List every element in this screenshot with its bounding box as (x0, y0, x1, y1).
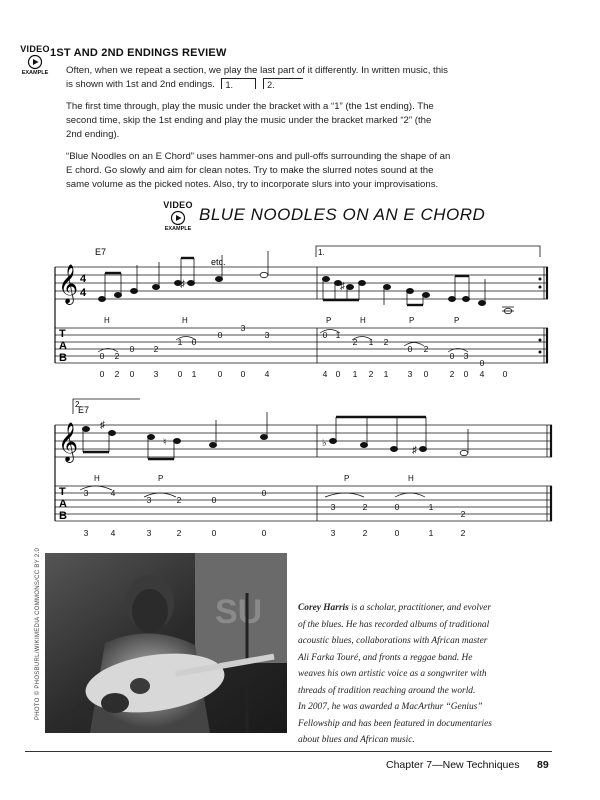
para3-line3: same volume as the picked notes. Also, try to incorporate slurs into your improvisations. (66, 179, 439, 190)
s1-count-7: 0 (240, 369, 246, 379)
tab-letter-t: T (59, 328, 66, 340)
s1-tab-1: 2 (114, 351, 120, 361)
caption-line-7: In 2007, he was awarded a MacArthur “Genius” (298, 702, 483, 712)
caption-line-4: Ali Farka Touré, and fronts a reggae band. He (298, 652, 473, 663)
s2-slur-1: P (158, 474, 164, 483)
treble-clef-1: 𝄞 (58, 265, 79, 303)
s2-count-9: 1 (428, 528, 434, 538)
tab-letter-b: B (59, 352, 67, 364)
s1-count-5: 1 (191, 369, 197, 379)
s2-tab-10: 2 (460, 509, 466, 519)
s1-count-13: 1 (383, 369, 389, 379)
piece-title: BLUE NOODLES ON AN E CHORD (199, 205, 486, 224)
chord-e7-1: E7 (95, 247, 107, 257)
s1-count-9: 4 (322, 369, 328, 379)
s2-tab-2: 3 (146, 495, 152, 505)
s1-count-16: 2 (449, 369, 455, 379)
s1-count-17: 0 (463, 369, 469, 379)
artist-caption (298, 600, 558, 749)
s2-count-1: 4 (110, 528, 116, 538)
s2-count-5: 0 (261, 528, 267, 538)
s1-tab-4: 1 (177, 337, 183, 347)
s2-count-6: 3 (330, 528, 336, 538)
s1-slur-0: H (104, 316, 110, 325)
ending2-bracket-label: 2. (267, 80, 275, 90)
s1-tab-9: 0 (322, 330, 328, 340)
s2-count-7: 2 (362, 528, 368, 538)
s1-tab-16: 0 (449, 351, 455, 361)
s2-tab-3: 2 (176, 495, 182, 505)
s1-tab-11: 2 (352, 337, 358, 347)
s2-slur-3: H (408, 474, 414, 483)
tab-letter-t2: T (59, 486, 66, 498)
s1-count-4: 0 (177, 369, 183, 379)
s1-slur-5: P (454, 316, 460, 325)
s1-slur-2: P (326, 316, 332, 325)
s2-count-2: 3 (146, 528, 152, 538)
video-label: VIDEO (20, 44, 50, 54)
artist-name: Corey Harris (298, 603, 349, 613)
para3-line1: “Blue Noodles on an E Chord” uses hammer-ons and pull-offs surrounding the shape of an (66, 151, 451, 162)
s1-slur-1: H (182, 316, 188, 325)
s1-tab-13: 2 (383, 337, 389, 347)
s1-tab-18: 0 (479, 358, 485, 368)
s2-tab-5: 0 (261, 488, 267, 498)
s1-tab-5: 0 (191, 337, 197, 347)
tab-letter-a2: A (59, 498, 67, 510)
treble-clef-2: 𝄞 (58, 423, 79, 461)
svg-text:♯: ♯ (100, 420, 105, 431)
tab-letter-b2: B (59, 510, 67, 522)
s2-count-8: 0 (394, 528, 400, 538)
caption-line-2: of the blues. He has recorded albums of traditional (298, 619, 490, 630)
caption-l1: is a scholar, practitioner, and evolver (348, 603, 491, 613)
s2-count-3: 2 (176, 528, 182, 538)
photo-banner-text: SU (215, 593, 263, 631)
tab-letter-a: A (59, 340, 67, 352)
s2-count-0: 3 (83, 528, 89, 538)
s1-tab-6: 0 (217, 330, 223, 340)
s2-tab-6: 3 (330, 502, 336, 512)
para2-line2: second time, skip the 1st ending and play the music under the bracket marked “2” (the (66, 115, 432, 126)
footer-rule (25, 751, 552, 752)
page-number: 89 (537, 759, 549, 771)
para2-line1: The first time through, play the music under the bracket with a “1” (the 1st ending). The (66, 101, 434, 112)
s1-count-0: 0 (99, 369, 105, 379)
s1-count-11: 1 (352, 369, 358, 379)
ending2-number: 2. (75, 400, 82, 409)
para3-line2: E chord. Go slowly and aim for clean notes. Try to make the slurred notes sound at the (66, 165, 434, 176)
s1-count-2: 0 (129, 369, 135, 379)
s1-slur-3: H (360, 316, 366, 325)
s1-count-1: 2 (114, 369, 120, 379)
s1-tab-7: 3 (240, 323, 246, 333)
caption-line-9: about blues and African music. (298, 735, 415, 745)
s1-tab-3: 2 (153, 344, 159, 354)
s2-tab-9: 1 (428, 502, 434, 512)
s1-tab-0: 0 (99, 351, 105, 361)
time-sig-top: 4 (80, 273, 87, 285)
section-title: 1ST AND 2ND ENDINGS REVIEW (50, 47, 227, 59)
s2-slur-0: H (94, 474, 100, 483)
etc-label: etc. (211, 257, 226, 267)
ending1-bracket-label: 1. (225, 80, 233, 90)
caption-line-5: weaves his own artistic voice as a songwriter with (298, 669, 487, 679)
caption-line-6: threads of tradition reaching around the world. (298, 685, 476, 696)
s1-count-6: 0 (217, 369, 223, 379)
s1-tab-2: 0 (129, 344, 135, 354)
piece-video-label: VIDEO (163, 200, 193, 210)
svg-text:♮: ♮ (163, 437, 167, 448)
s1-count-10: 0 (335, 369, 341, 379)
svg-text:♯: ♯ (340, 281, 345, 292)
s1-tab-12: 1 (368, 337, 374, 347)
s1-tab-14: 0 (407, 344, 413, 354)
caption-line-1 (298, 600, 558, 617)
para1-line1: Often, when we repeat a section, we play the last part of it differently. In written music, this (66, 65, 448, 76)
caption-line-8: Fellowship and has been featured in documentaries (298, 718, 492, 729)
s2-tab-1: 4 (110, 488, 116, 498)
s1-tab-8: 3 (264, 330, 270, 340)
ending1-number: 1. (318, 248, 325, 257)
s1-tab-15: 2 (423, 344, 429, 354)
chord-e7-2: E7 (78, 405, 90, 415)
s1-count-15: 0 (423, 369, 429, 379)
s2-tab-0: 3 (83, 488, 89, 498)
para1-line2-text: is shown with 1st and 2nd endings. (66, 79, 215, 90)
svg-text:♭: ♭ (322, 438, 327, 449)
s1-tab-17: 3 (463, 351, 469, 361)
s1-count-3: 3 (153, 369, 159, 379)
para2-line3: 2nd ending). (66, 129, 120, 140)
s1-count-12: 2 (368, 369, 374, 379)
s2-slur-2: P (344, 474, 350, 483)
s1-count-14: 3 (407, 369, 413, 379)
s1-count-19: 0 (502, 369, 508, 379)
caption-line-3: acoustic blues, collaborations with African master (298, 636, 488, 646)
s2-tab-7: 2 (362, 502, 368, 512)
s1-count-18: 4 (479, 369, 485, 379)
chapter-label: Chapter 7—New Techniques (386, 759, 520, 771)
s1-count-8: 4 (264, 369, 270, 379)
svg-text:♯: ♯ (180, 279, 185, 290)
s2-tab-4: 0 (211, 495, 217, 505)
s2-count-4: 0 (211, 528, 217, 538)
piece-video-sub: EXAMPLE (164, 226, 192, 232)
time-sig-bottom: 4 (80, 287, 87, 299)
video-sub-label: EXAMPLE (21, 70, 49, 76)
photo-credit: PHOTO © PHOSBURL/WIKIMEDIA COMMONS/CC BY 2.0 (35, 547, 41, 720)
svg-text:♯: ♯ (412, 445, 417, 456)
s2-count-10: 2 (460, 528, 466, 538)
s1-slur-4: P (409, 316, 415, 325)
artist-photo (45, 553, 287, 733)
s2-tab-8: 0 (394, 502, 400, 512)
s1-tab-10: 1 (335, 330, 341, 340)
